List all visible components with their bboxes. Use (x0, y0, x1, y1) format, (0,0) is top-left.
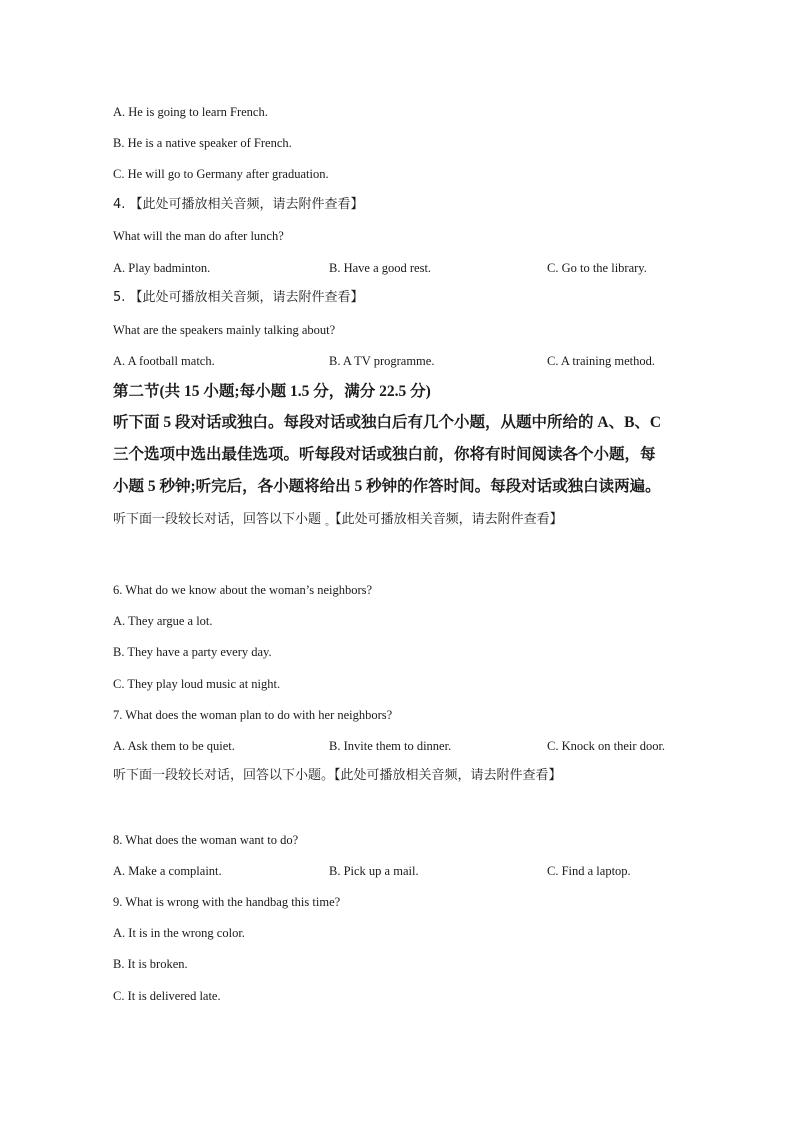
section2-instruction-line3: 小题 5 秒钟;听完后，各小题将给出 5 秒钟的作答时间。每段对话或独白读两遍。 (113, 478, 661, 495)
q5-option-a: A. A football match. (113, 354, 215, 368)
q4-option-c: C. Go to the library. (547, 261, 647, 275)
q9-option-c: C. It is delivered late. (113, 989, 221, 1003)
q3-option-c: C. He will go to Germany after graduation. (113, 167, 329, 181)
group1-intro-mark: 。 (325, 517, 336, 528)
section2-instruction-line1: 听下面 5 段对话或独白。每段对话或独白后有几个小题，从题中所给的 A、B、C (113, 414, 662, 431)
q7-option-b: B. Invite them to dinner. (329, 739, 452, 753)
group1-audio-note: 【此处可播放相关音频，请去附件查看】 (335, 512, 563, 527)
q4-option-a: A. Play badminton. (113, 261, 211, 275)
section2-heading: 第二节(共 15 小题;每小题 1.5 分，满分 22.5 分) (113, 383, 431, 400)
q8-question: 8. What does the woman want to do? (113, 833, 299, 847)
q4-option-b: B. Have a good rest. (329, 261, 432, 275)
q9-option-b: B. It is broken. (113, 957, 188, 971)
q5-question: What are the speakers mainly talking about? (113, 323, 336, 337)
q8-option-b: B. Pick up a mail. (329, 864, 419, 878)
q7-option-a: A. Ask them to be quiet. (113, 739, 235, 753)
group2-intro: 听下面一段较长对话，回答以下小题。【此处可播放相关音频，请去附件查看】 (113, 768, 562, 783)
q9-question: 9. What is wrong with the handbag this time? (113, 895, 341, 909)
q3-option-a: A. He is going to learn French. (113, 105, 268, 119)
q5-option-b: B. A TV programme. (329, 354, 435, 368)
q6-option-b: B. They have a party every day. (113, 645, 272, 659)
section2-instruction-line2: 三个选项中选出最佳选项。听每段对话或独白前，你将有时间阅读各个小题，每 (113, 446, 656, 463)
q7-option-c: C. Knock on their door. (547, 739, 666, 753)
q8-option-c: C. Find a laptop. (547, 864, 631, 878)
q9-option-a: A. It is in the wrong color. (113, 926, 245, 940)
q6-option-a: A. They argue a lot. (113, 614, 213, 628)
q5-option-c: C. A training method. (547, 354, 655, 368)
q3-option-b: B. He is a native speaker of French. (113, 136, 292, 150)
q6-option-c: C. They play loud music at night. (113, 677, 281, 691)
q5-audio-note: 5. 【此处可播放相关音频，请去附件查看】 (113, 290, 364, 305)
q6-question: 6. What do we know about the woman’s neighbors? (113, 583, 373, 597)
group1-intro-text: 听下面一段较长对话，回答以下小题 (113, 512, 326, 527)
q8-option-a: A. Make a complaint. (113, 864, 222, 878)
group1-intro (113, 512, 563, 531)
q4-question: What will the man do after lunch? (113, 229, 284, 243)
q4-audio-note: 4. 【此处可播放相关音频，请去附件查看】 (113, 197, 364, 212)
q7-question: 7. What does the woman plan to do with her neighbors? (113, 708, 393, 722)
